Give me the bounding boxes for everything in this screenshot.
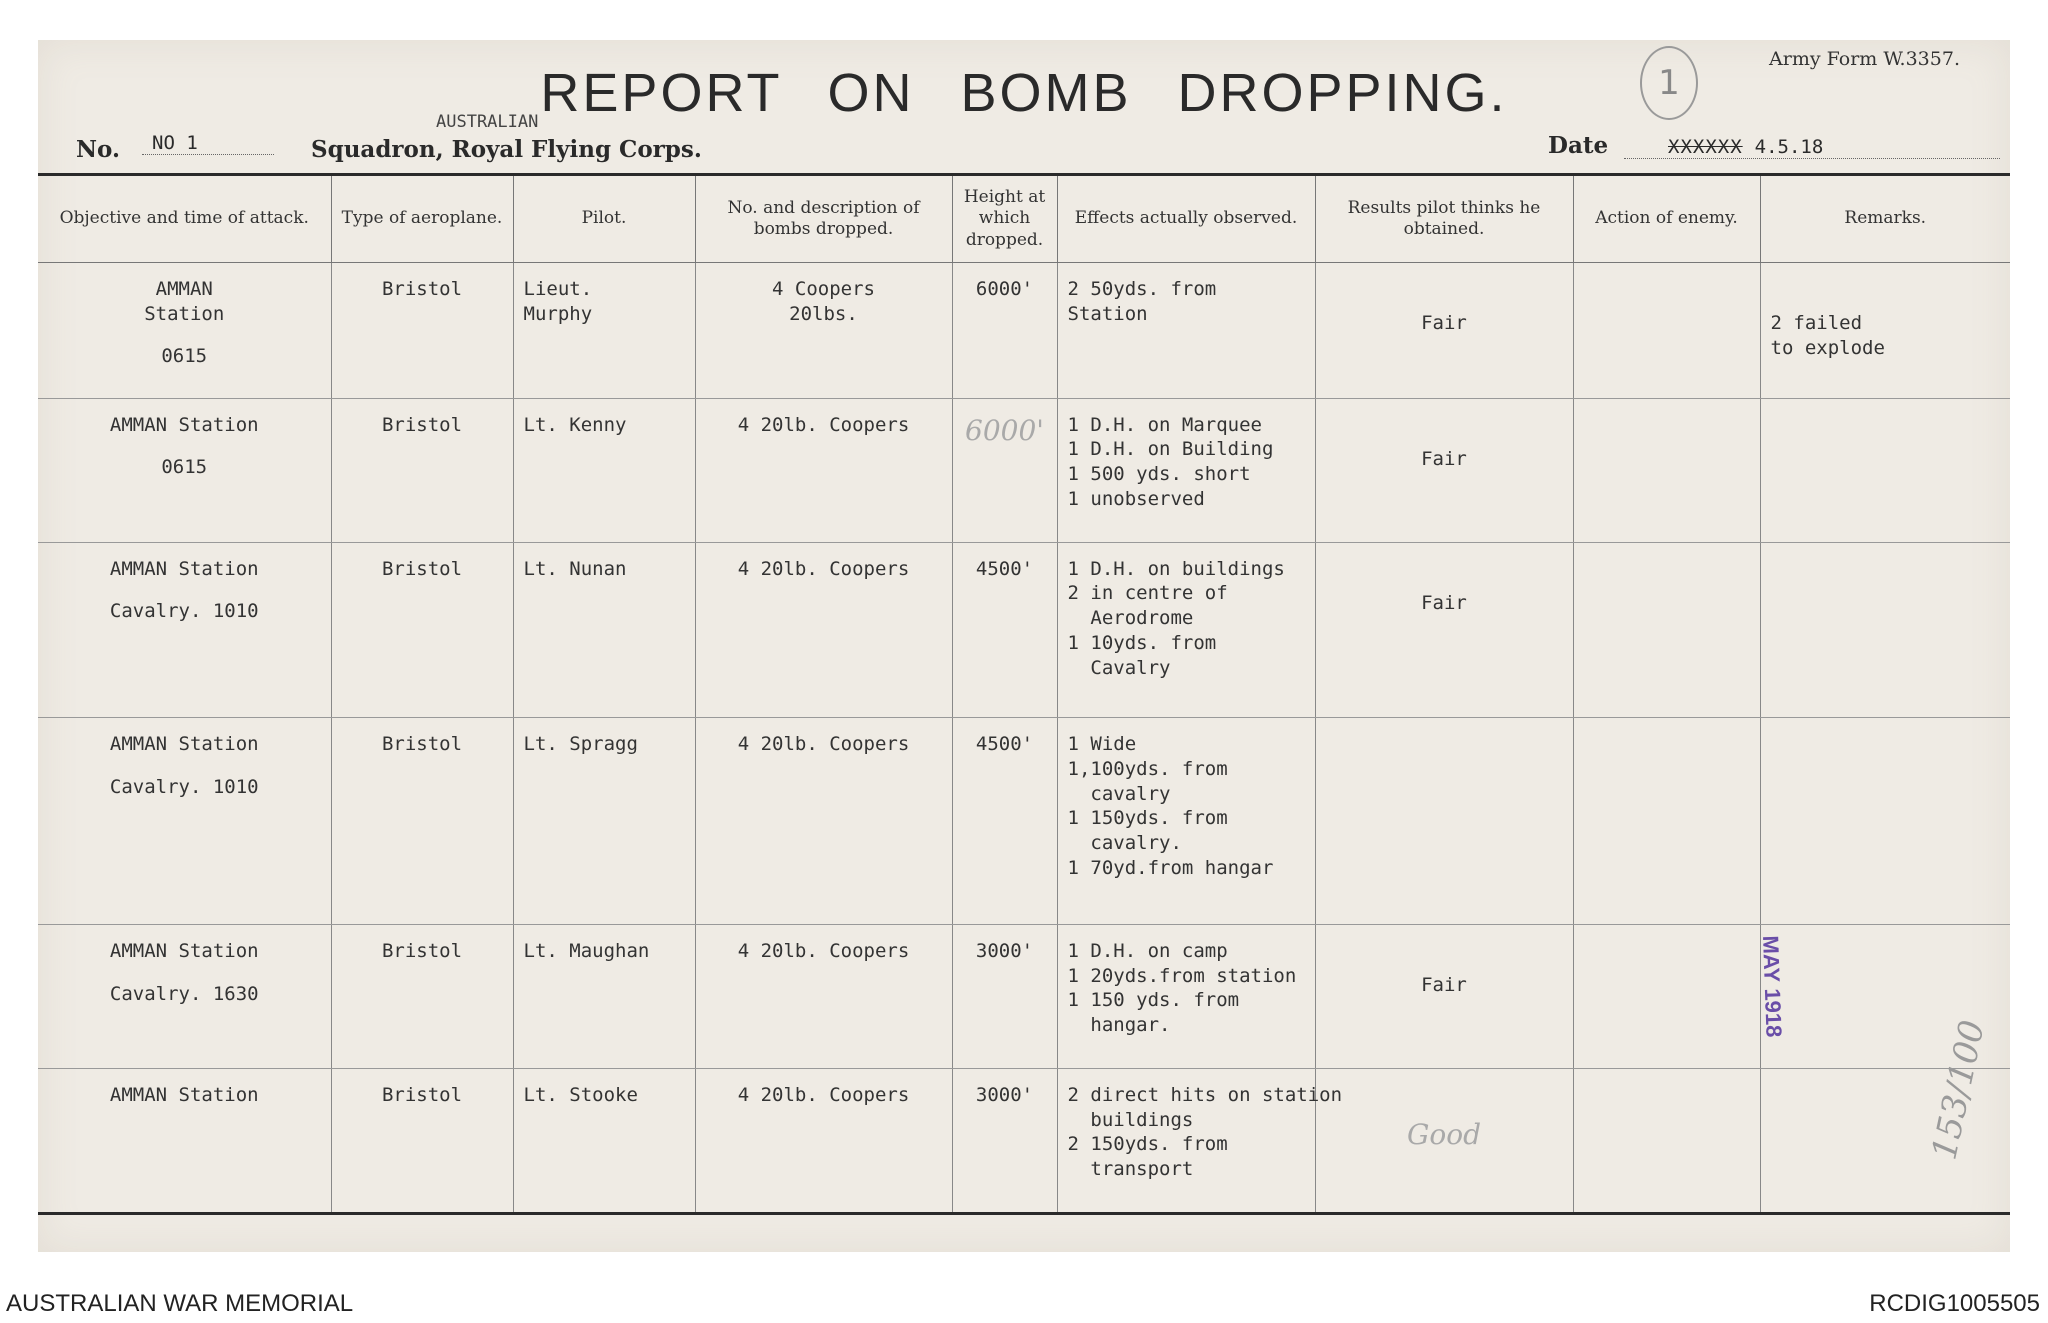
circled-page-number: 1 — [1640, 46, 1698, 120]
stamp-month: MAY — [1758, 935, 1785, 983]
effects-line: 1 D.H. on Building — [1067, 438, 1274, 461]
height-line: 4500' — [975, 557, 1034, 580]
page-title: REPORT ON BOMB DROPPING. — [540, 63, 1508, 123]
cell-height — [952, 1068, 1057, 1212]
effects-line: Cavalry — [1067, 656, 1171, 679]
effects-line: 1 Wide — [1067, 733, 1137, 756]
col-header-bombs: No. and description of bombs dropped. — [695, 176, 952, 263]
objective-line: Cavalry. 1630 — [109, 982, 259, 1005]
cell-type — [331, 1068, 513, 1212]
effects-line: cavalry — [1067, 782, 1171, 805]
cell-remarks — [1760, 398, 2010, 542]
type-line: Bristol — [381, 939, 463, 962]
cell-objective — [38, 1068, 331, 1212]
remarks-line: to explode — [1770, 336, 1885, 359]
report-table-wrap — [38, 173, 2010, 1215]
table-row — [38, 924, 2010, 1068]
cell-effects — [1057, 542, 1315, 717]
stamp-year: 1918 — [1759, 987, 1787, 1038]
date-struck-text: XXXXXX — [1668, 136, 1743, 158]
height-line: 6000' — [965, 413, 1044, 447]
bombs-line: 4 20lb. Coopers — [737, 557, 910, 580]
pilot-line: Lt. Spragg — [523, 733, 638, 756]
bombs-line: 4 20lb. Coopers — [737, 939, 910, 962]
cell-height — [952, 718, 1057, 925]
cell-bombs — [695, 718, 952, 925]
cell-type — [331, 718, 513, 925]
type-line: Bristol — [381, 413, 463, 436]
objective-line: AMMAN Station — [109, 557, 259, 580]
effects-line: 1 150yds. from — [1067, 807, 1228, 830]
cell-height — [952, 542, 1057, 717]
col-header-objective: Objective and time of attack. — [38, 176, 331, 263]
australian-typed: AUSTRALIAN — [436, 112, 539, 132]
table-row — [38, 542, 2010, 717]
col-header-effects: Effects actually observed. — [1057, 176, 1315, 263]
table-row — [38, 718, 2010, 925]
cell-effects — [1057, 924, 1315, 1068]
effects-line: 1 D.H. on Marquee — [1067, 413, 1262, 436]
pilot-line: Murphy — [523, 302, 593, 325]
effects-line: 1 500 yds. short — [1067, 463, 1251, 486]
cell-enemy — [1573, 263, 1760, 399]
col-header-enemy: Action of enemy. — [1573, 176, 1760, 263]
height-line: 4500' — [975, 733, 1034, 756]
bombs-line: 4 Coopers — [772, 278, 875, 300]
date-stamp — [1757, 935, 1787, 1038]
effects-line: cavalry. — [1067, 831, 1182, 854]
footer-catalogue-id: RCDIG1005505 — [1869, 1290, 2040, 1317]
objective-line: Cavalry. 1010 — [109, 600, 259, 623]
col-header-results: Results pilot thinks he obtained. — [1315, 176, 1573, 263]
height-line: 3000' — [975, 1083, 1034, 1106]
results-line: Fair — [1421, 973, 1467, 996]
col-header-type: Type of aeroplane. — [331, 176, 513, 263]
footer-attribution: AUSTRALIAN WAR MEMORIAL — [6, 1290, 354, 1317]
header-line — [76, 112, 1960, 168]
cell-height — [952, 398, 1057, 542]
bombs-line: 20lbs. — [789, 302, 858, 325]
effects-line: 1 unobserved — [1067, 487, 1205, 510]
bombs-line: 4 20lb. Coopers — [737, 733, 910, 756]
cell-results — [1315, 542, 1573, 717]
cell-bombs — [695, 1068, 952, 1212]
effects-line: Aerodrome — [1067, 607, 1194, 630]
type-line: Bristol — [381, 733, 463, 756]
height-line: 6000' — [975, 278, 1034, 300]
objective-line: AMMAN Station — [109, 1083, 259, 1106]
objective-line: AMMAN Station — [109, 939, 259, 962]
squadron-number: NO 1 — [142, 132, 274, 155]
bombs-line: 4 20lb. Coopers — [737, 1083, 910, 1106]
cell-pilot — [513, 263, 695, 399]
cell-effects — [1057, 1068, 1343, 1212]
remarks-line: 2 failed — [1770, 312, 1863, 334]
height-line: 3000' — [975, 939, 1034, 962]
cell-objective — [38, 263, 331, 399]
results-line: Fair — [1421, 312, 1467, 334]
table-body — [38, 263, 2010, 1213]
cell-effects — [1057, 263, 1315, 399]
cell-objective — [38, 542, 331, 717]
effects-line: 1 10yds. from — [1067, 631, 1217, 654]
type-line: Bristol — [381, 1083, 463, 1106]
effects-line: 1 D.H. on buildings — [1067, 557, 1285, 580]
army-form-number: Army Form W.3357. — [1769, 48, 1960, 70]
cell-bombs — [695, 263, 952, 399]
results-line: Fair — [1421, 591, 1467, 614]
report-form — [38, 40, 2010, 1252]
effects-line: 2 direct hits on station — [1067, 1083, 1343, 1106]
cell-enemy — [1573, 398, 1760, 542]
table-header-row — [38, 176, 2010, 263]
cell-pilot — [513, 924, 695, 1068]
pilot-line: Lieut. — [523, 278, 593, 300]
col-header-height: Height at which dropped. — [952, 176, 1057, 263]
table-row — [38, 1068, 2010, 1212]
cell-type — [331, 542, 513, 717]
effects-line: transport — [1067, 1158, 1194, 1181]
cell-results — [1315, 1068, 1573, 1212]
results-line: Good — [1406, 1117, 1481, 1151]
pilot-line: Lt. Maughan — [523, 939, 650, 962]
cell-remarks — [1760, 263, 2010, 399]
cell-bombs — [695, 542, 952, 717]
objective-line: AMMAN Station — [109, 733, 259, 756]
objective-line: 0615 — [161, 456, 208, 479]
pilot-line: Lt. Nunan — [523, 557, 627, 580]
cell-results — [1315, 263, 1573, 399]
effects-line: 1 150 yds. from — [1067, 989, 1240, 1012]
no-label: No. — [76, 136, 120, 163]
cell-enemy — [1573, 542, 1760, 717]
objective-line: 0615 — [161, 345, 208, 368]
cell-height — [952, 924, 1057, 1068]
cell-pilot — [513, 398, 695, 542]
date-label: Date — [1548, 132, 1609, 159]
objective-line: AMMAN — [155, 278, 213, 300]
cell-results — [1315, 924, 1573, 1068]
cell-type — [331, 924, 513, 1068]
cell-type — [331, 398, 513, 542]
squadron-label: Squadron, Royal Flying Corps. — [311, 136, 702, 163]
pilot-line: Lt. Stooke — [523, 1083, 638, 1106]
cell-bombs — [695, 924, 952, 1068]
table-row — [38, 263, 2010, 399]
cell-results — [1315, 398, 1573, 542]
effects-line: 1 70yd.from hangar — [1067, 856, 1274, 879]
cell-effects — [1057, 398, 1315, 542]
objective-line: AMMAN Station — [109, 413, 259, 436]
objective-line: Cavalry. 1010 — [109, 775, 259, 798]
effects-line: buildings — [1067, 1108, 1194, 1131]
type-line: Bristol — [381, 278, 463, 300]
cell-objective — [38, 398, 331, 542]
cell-objective — [38, 718, 331, 925]
cell-remarks — [1760, 718, 2010, 925]
effects-line: 2 50yds. from — [1067, 278, 1217, 300]
cell-enemy — [1573, 924, 1760, 1068]
table-row — [38, 398, 2010, 542]
date-value: 4.5.18 — [1754, 136, 1824, 158]
effects-line: 1 D.H. on camp — [1067, 939, 1228, 962]
cell-bombs — [695, 398, 952, 542]
bombs-line: 4 20lb. Coopers — [737, 413, 910, 436]
cell-enemy — [1573, 1068, 1760, 1212]
type-line: Bristol — [381, 557, 463, 580]
objective-line: Station — [144, 302, 225, 325]
cell-effects — [1057, 718, 1315, 925]
results-line: Fair — [1421, 447, 1467, 470]
cell-pilot — [513, 718, 695, 925]
pilot-line: Lt. Kenny — [523, 413, 627, 436]
cell-results — [1315, 718, 1573, 925]
report-table — [38, 176, 2010, 1212]
col-header-remarks: Remarks. — [1760, 176, 2010, 263]
effects-line: 1,100yds. from — [1067, 757, 1228, 780]
cell-objective — [38, 924, 331, 1068]
effects-line: Station — [1067, 302, 1148, 325]
cell-remarks — [1760, 542, 2010, 717]
effects-line: 2 150yds. from — [1067, 1133, 1228, 1156]
cell-pilot — [513, 542, 695, 717]
cell-type — [331, 263, 513, 399]
effects-line: hangar. — [1067, 1013, 1171, 1036]
cell-enemy — [1573, 718, 1760, 925]
effects-line: 1 20yds.from station — [1067, 964, 1297, 987]
effects-line: 2 in centre of — [1067, 582, 1228, 605]
cell-pilot — [513, 1068, 695, 1212]
cell-height — [952, 263, 1057, 399]
handwritten-reference: 153/100 — [1924, 1016, 1993, 1164]
col-header-pilot: Pilot. — [513, 176, 695, 263]
date-field — [1624, 136, 2000, 159]
